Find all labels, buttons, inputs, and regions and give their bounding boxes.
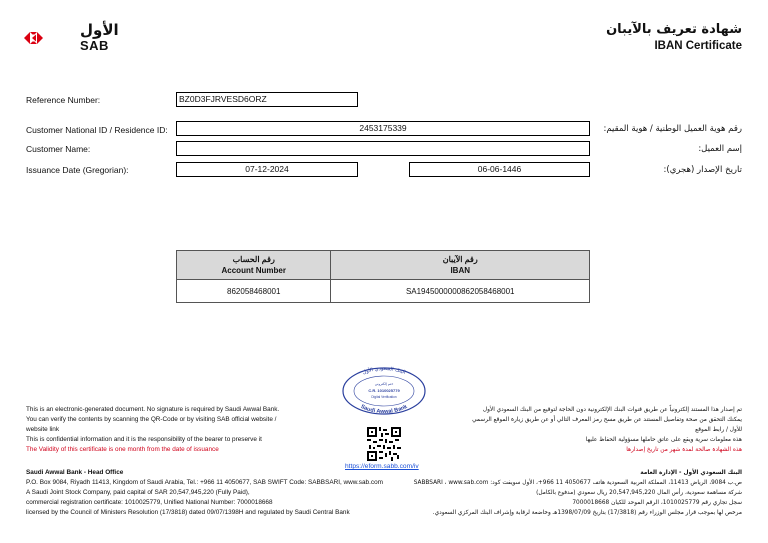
national-id-field: 2453175339 [176,121,590,136]
note-line: This is confidential information and it is the responsibility of the bearer to preserve it [26,436,262,443]
account-number-header-arabic: رقم الحساب [232,255,275,264]
logo-arabic-text: الأول [80,21,119,39]
reference-number-label: Reference Number: [26,95,101,105]
iban-cell: SA1945000000862058468001 [331,280,590,303]
digital-stamp-icon [341,366,427,416]
note-line: website link [26,426,60,433]
qr-code-icon[interactable] [367,427,401,461]
stamp-cr: C.R. 1010025779 [368,388,400,393]
footer-line: commercial registration certificate: 1010025779, Unified National Number: 7000018668 [26,499,273,506]
footer-english [26,468,396,518]
reference-number-field: BZ0D3FJRVESD6ORZ [176,92,358,107]
footer-line-arabic: مرخص لها بموجب قرار مجلس الوزراء رقم (17/3818) بتاريخ 1398/07/09هـ وخاضعة لرقابة وإشراف البنك المركزي السعودي. [432,510,742,516]
iban-header-arabic: رقم الآيبان [442,255,478,264]
stamp-bottom-text: Saudi Awwal Bank [359,403,409,416]
notes-english [26,405,336,455]
note-line-arabic: يمكنك التحقق من صحة وتفاصيل المستند عن طريق مسح رمز المعرف التالي أو عن طريق زيارة الموقع الرسمي [472,417,742,423]
sab-logo-icon [24,26,74,52]
iban-header [331,251,590,280]
national-id-label: Customer National ID / Residence ID: [26,125,168,135]
verify-link[interactable]: https://eform.sabb.com/iv [345,463,419,470]
footer-line: P.O. Box 9084, Riyadh 11413, Kingdom of Saudi Arabia, Tel.: +966 11 4050677, SAB SWIFT Code: SABBSARI, www.sab.com [26,479,383,486]
issuance-date-hijri-field: 06-06-1446 [409,162,590,177]
footer-line-arabic: ص.ب 9084، الرياض 11413، المملكة العربية السعودية هاتف 4050677 11 966+، الأول سويفت كود: SABBSARI ، www.sab.com [413,480,742,486]
certificate-title: IBAN Certificate [654,40,742,52]
account-number-header-english: Account Number [221,266,286,275]
note-line-arabic: تم إصدار هذا المستند إلكترونياً عن طريق قنوات البنك الإلكترونية دون الحاجة لتوقيع من البنك السعودي الأول [482,407,742,413]
footer-arabic [372,468,742,518]
stamp-sub2: Digital Verification [371,395,397,399]
certificate-title-arabic: شهادة تعريف بالآيبان [606,22,742,37]
note-line: You can verify the contents by scanning the QR-Code or by visiting SAB official website / [26,416,277,423]
logo-english-text: SAB [80,38,109,53]
issuance-date-label-arabic: تاريخ الإصدار (هجري): [663,165,742,175]
note-line-arabic: للأول / رابط الموقع [695,427,742,433]
footer-line: A Saudi Joint Stock Company, paid capital of SAR 20,547,945,220 (Fully Paid), [26,489,250,496]
footer-line-arabic: سجل تجاري رقم 1010025779، الرقم الموحد للكيان 7000018668 [572,500,742,506]
note-line: This is an electronic-generated document. No signature is required by Saudi Awwal Bank. [26,406,280,413]
notes-arabic [422,405,742,455]
validity-note: The Validity of this certificate is one month from the date of issuance [26,446,219,453]
validity-note-arabic: هذه الشهادة صالحة لمدة شهر من تاريخ إصدارها [626,447,742,453]
customer-name-field [176,141,590,156]
customer-name-label: Customer Name: [26,144,91,154]
stamp-top-text: البنك السعودي الأول [361,366,407,376]
iban-header-english: IBAN [450,266,470,275]
footer-line-arabic: شركة مساهمة سعودية، رأس المال 20,547,945,220 ريال سعودي (مدفوع بالكامل) [536,490,742,496]
note-line-arabic: هذه معلومات سرية ويقع على عاتق حاملها مسؤولية الحفاظ عليها [585,437,742,443]
account-number-header [177,251,331,280]
stamp-sub1: ختم إلكتروني [374,382,394,386]
national-id-label-arabic: رقم هوية العميل الوطنية / هوية المقيم: [603,124,742,134]
issuance-date-label: Issuance Date (Gregorian): [26,165,129,175]
issuance-date-gregorian-field: 07-12-2024 [176,162,358,177]
footer-heading: Saudi Awwal Bank - Head Office [26,469,124,476]
footer-heading-arabic: البنك السعودي الأول - الإدارة العامة [640,470,742,476]
account-number-cell: 862058468001 [177,280,331,303]
customer-name-label-arabic: إسم العميل: [698,144,742,154]
footer-line: licensed by the Council of Ministers Resolution (17/3818) dated 09/07/1398H and regulated by Saudi Central Bank [26,509,350,516]
account-table [176,250,590,303]
